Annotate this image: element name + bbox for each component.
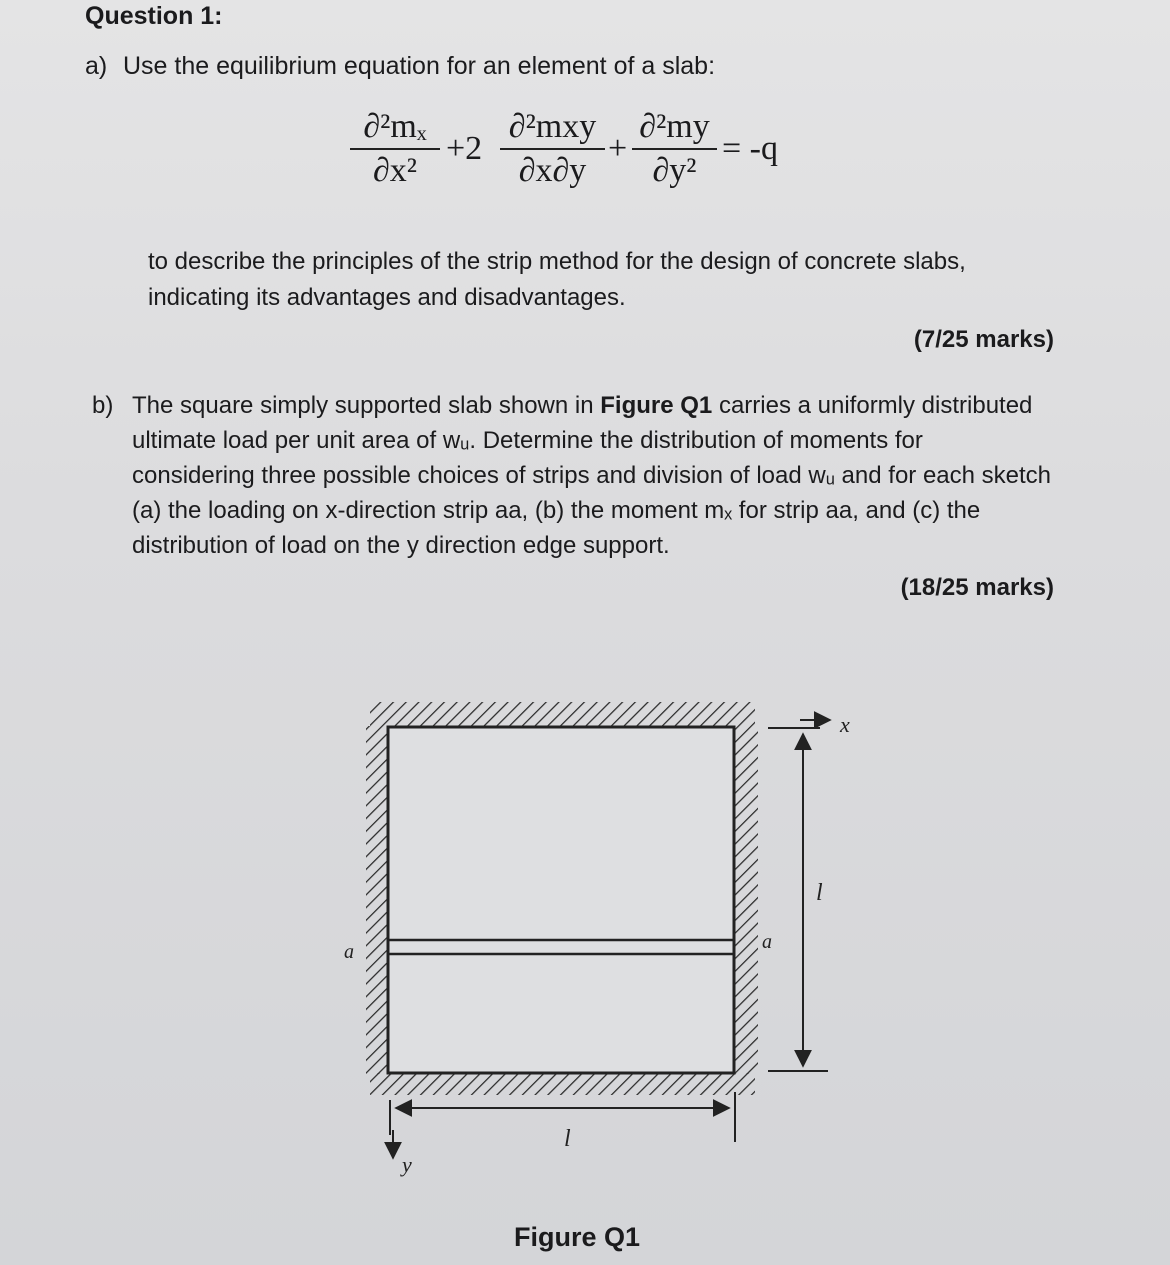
- part-b-figure-ref: Figure Q1: [600, 392, 713, 419]
- right-support-hatch: [734, 726, 758, 1074]
- strip-label-right: a: [762, 931, 772, 953]
- slab-square: [388, 727, 734, 1073]
- part-b-text-start: The square simply supported slab shown in: [132, 392, 601, 419]
- eq-rhs: = -q: [722, 130, 778, 167]
- eq-term3-numerator: ∂²my: [639, 108, 710, 145]
- x-axis-label: x: [840, 712, 850, 737]
- part-b-marks: (18/25 marks): [900, 574, 1054, 601]
- eq-plus: +: [608, 130, 628, 167]
- eq-term1-denominator: ∂x²: [373, 151, 417, 189]
- horizontal-dim-label: l: [564, 1126, 571, 1152]
- question-title: Question 1:: [85, 2, 223, 30]
- part-a-description-line1: to describe the principles of the strip method for the design of concrete slabs,: [148, 248, 966, 275]
- part-a-description-line2: indicating its advantages and disadvantages.: [148, 284, 626, 311]
- eq-term2-numerator: ∂²mxy: [508, 108, 597, 145]
- part-b-text-end: carries a uniformly distributed ultimate load per unit area of wᵤ. Determine the distribution of moments for considering three possible choices of strips and division of load wᵤ and for each sketch (a) the loading on x-direction strip aa, (b) the moment mₓ for strip aa, and (c) the distribution of load on the y direction edge support.: [132, 392, 1052, 559]
- vertical-dim-label: l: [816, 880, 823, 906]
- eq-term1-numerator: ∂²mₓ: [363, 108, 427, 145]
- part-b-label: b): [92, 392, 114, 419]
- part-a-marks: (7/25 marks): [913, 326, 1054, 353]
- figure-caption: Figure Q1: [514, 1222, 641, 1252]
- part-a-intro-text: Use the equilibrium equation for an element of a slab:: [123, 52, 716, 80]
- top-support-hatch: [370, 702, 755, 726]
- bottom-support-hatch: [370, 1073, 755, 1095]
- eq-coefficient: +2: [446, 130, 483, 167]
- y-axis-label: y: [402, 1152, 412, 1177]
- eq-term2-denominator: ∂x∂y: [518, 151, 587, 189]
- eq-term3-denominator: ∂y²: [652, 151, 697, 189]
- part-a-label: a): [85, 52, 108, 80]
- strip-label-left: a: [344, 941, 354, 963]
- left-support-hatch: [366, 726, 388, 1074]
